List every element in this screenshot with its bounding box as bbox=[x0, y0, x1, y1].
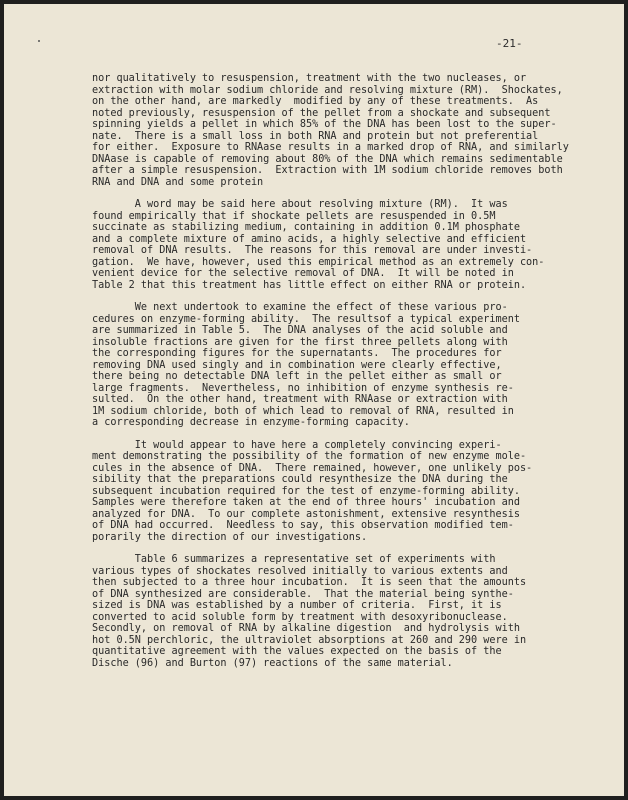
text-line: RNA and DNA and some protein bbox=[92, 176, 264, 188]
text-line: It would appear to have here a completely convincing experi- bbox=[92, 439, 502, 451]
text-line: large fragments. Nevertheless, no inhibition of enzyme synthesis re- bbox=[92, 382, 514, 394]
text-line: and a complete mixture of amino acids, a highly selective and efficient bbox=[92, 233, 527, 245]
text-line: of DNA synthesized are considerable. That the material being synthe- bbox=[92, 588, 514, 600]
text-line: 1M sodium chloride, both of which lead to removal of RNA, resulted in bbox=[92, 405, 514, 417]
text-line: DNAase is capable of removing about 80% of the DNA which remains sedimentable bbox=[92, 153, 563, 165]
text-line: a corresponding decrease in enzyme-forming capacity. bbox=[92, 417, 410, 428]
text-line: are summarized in Table 5. The DNA analyses of the acid soluble and bbox=[92, 325, 508, 336]
page-number: -21- bbox=[496, 37, 523, 50]
text-line: nor qualitatively to resuspension, treatment with the two nucleases, or bbox=[92, 73, 527, 84]
text-line: quantitative agreement with the values expected on the basis of the bbox=[92, 646, 502, 657]
paragraph bbox=[92, 199, 622, 291]
paragraph bbox=[92, 302, 622, 429]
text-line: of DNA had occurred. Needless to say, this observation modified tem- bbox=[92, 520, 514, 531]
paragraph bbox=[92, 73, 622, 188]
text-line: various types of shockates resolved initially to various extents and bbox=[92, 565, 508, 577]
text-line: gation. We have, however, used this empirical method as an extremely con- bbox=[92, 256, 545, 268]
text-line: sibility that the preparations could resynthesize the DNA during the bbox=[92, 474, 508, 485]
text-line: converted to acid soluble form by treatment with desoxyribonuclease. bbox=[92, 611, 508, 623]
text-line: cules in the absence of DNA. There remained, however, one unlikely pos- bbox=[92, 462, 533, 474]
text-line: for either. Exposure to RNAase results in a marked drop of RNA, and similarly bbox=[92, 142, 569, 153]
body-text bbox=[92, 73, 622, 680]
text-line: succinate as stabilizing medium, containing in addition 0.1M phosphate bbox=[92, 222, 520, 233]
text-line: after a simple resuspension. Extraction with 1M sodium chloride removes both bbox=[92, 165, 563, 176]
text-line: subsequent incubation required for the test of enzyme-forming ability. bbox=[92, 485, 520, 497]
text-line: We next undertook to examine the effect of these various pro- bbox=[92, 302, 508, 313]
text-line: Secondly, on removal of RNA by alkaline digestion and hydrolysis with bbox=[92, 623, 520, 634]
text-line: insoluble fractions are given for the first three pellets along with bbox=[92, 336, 508, 348]
text-line: nate. There is a small loss in both RNA and protein but not preferential bbox=[92, 130, 539, 142]
text-line: removing DNA used singly and in combination were clearly effective, bbox=[92, 359, 502, 371]
document-page bbox=[4, 4, 624, 796]
text-line: Dische (96) and Burton (97) reactions of the same material. bbox=[92, 657, 453, 669]
text-line: A word may be said here about resolving mixture (RM). It was bbox=[92, 199, 508, 210]
text-line: found empirically that if shockate pellets are resuspended in 0.5M bbox=[92, 210, 496, 222]
text-line: venient device for the selective removal of DNA. It will be noted in bbox=[92, 268, 514, 279]
text-line: there being no detectable DNA left in the pellet either as small or bbox=[92, 371, 502, 382]
text-line: then subjected to a three hour incubation. It is seen that the amounts bbox=[92, 577, 527, 588]
text-line: Samples were therefore taken at the end of three hours' incubation and bbox=[92, 497, 520, 508]
text-line: Table 2 that this treatment has little effect on either RNA or protein. bbox=[92, 279, 527, 291]
paragraph bbox=[92, 554, 622, 669]
paragraph bbox=[92, 440, 622, 544]
text-line: Table 6 summarizes a representative set of experiments with bbox=[92, 554, 496, 565]
text-line: on the other hand, are markedly modified by any of these treatments. As bbox=[92, 96, 539, 107]
text-line: porarily the direction of our investigations. bbox=[92, 531, 368, 543]
text-line: the corresponding figures for the supernatants. The procedures for bbox=[92, 348, 502, 359]
text-line: sulted. On the other hand, treatment with RNAase or extraction with bbox=[92, 394, 508, 405]
text-line: ment demonstrating the possibility of the formation of new enzyme mole- bbox=[92, 451, 527, 462]
text-line: hot 0.5N perchloric, the ultraviolet absorptions at 260 and 290 were in bbox=[92, 634, 527, 646]
text-line: noted previously, resuspension of the pellet from a shockate and subsequent bbox=[92, 107, 551, 119]
text-line: analyzed for DNA. To our complete astonishment, extensive resynthesis bbox=[92, 508, 520, 520]
paper-speck bbox=[38, 40, 40, 42]
text-line: spinning yields a pellet in which 85% of the DNA has been lost to the super- bbox=[92, 119, 557, 130]
text-line: extraction with molar sodium chloride and resolving mixture (RM). Shockates, bbox=[92, 84, 563, 96]
text-line: sized is DNA was established by a number of criteria. First, it is bbox=[92, 600, 502, 611]
text-line: removal of DNA results. The reasons for this removal are under investi- bbox=[92, 245, 533, 256]
text-line: cedures on enzyme-forming ability. The resultsof a typical experiment bbox=[92, 313, 520, 325]
